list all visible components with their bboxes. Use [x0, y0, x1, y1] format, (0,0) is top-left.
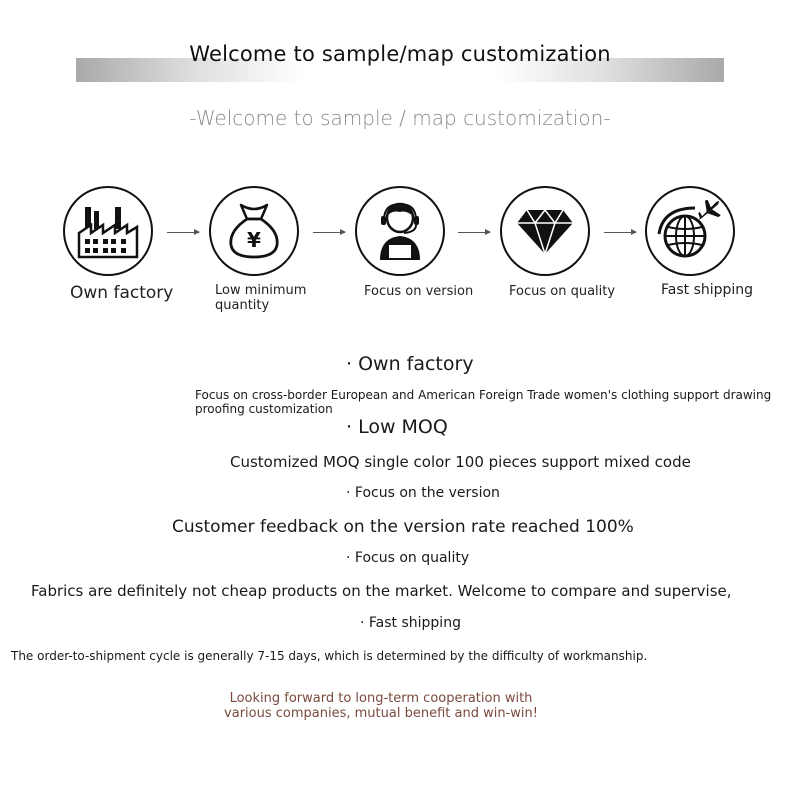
- text-own-factory: Focus on cross-border European and American Foreign Trade women's clothing support drawing proofing customization: [195, 388, 772, 416]
- heading-own-factory: · Own factory: [346, 353, 474, 375]
- arrow-1: [167, 232, 199, 233]
- text-focus-quality: Fabrics are definitely not cheap products on the market. Welcome to compare and supervise,: [31, 582, 732, 600]
- globe-plane-icon: [655, 200, 725, 262]
- step-label-focus-quality: Focus on quality: [509, 284, 616, 299]
- step-focus-quality: [500, 186, 590, 276]
- step-own-factory: [63, 186, 153, 276]
- heading-fast-shipping: · Fast shipping: [360, 615, 461, 631]
- step-label-fast-shipping: Fast shipping: [661, 282, 754, 298]
- step-fast-shipping: [645, 186, 735, 276]
- step-focus-version: [355, 186, 445, 276]
- diamond-icon: [515, 206, 575, 256]
- step-low-minimum: [209, 186, 299, 276]
- svg-text:¥: ¥: [247, 228, 261, 252]
- heading-low-moq: · Low MOQ: [346, 416, 448, 438]
- arrow-4: [604, 232, 636, 233]
- customer-service-icon: [372, 200, 428, 262]
- arrow-3: [458, 232, 490, 233]
- text-fast-shipping: The order-to-shipment cycle is generally 7-15 days, which is determined by the difficulty of workmanship.: [11, 649, 648, 663]
- step-label-focus-version: Focus on version: [364, 284, 474, 299]
- arrow-2: [313, 232, 345, 233]
- page-title: Welcome to sample/map customization: [189, 42, 611, 66]
- text-focus-version: Customer feedback on the version rate reached 100%: [172, 517, 634, 537]
- heading-focus-quality: · Focus on quality: [346, 550, 470, 566]
- page-subtitle: -Welcome to sample / map customization-: [189, 106, 611, 130]
- heading-focus-version: · Focus on the version: [346, 485, 500, 501]
- closing-message: Looking forward to long-term cooperation with various companies, mutual benefit and win-win!: [224, 691, 538, 721]
- step-label-low-minimum: Low minimum quantity: [215, 283, 307, 313]
- step-label-own-factory: Own factory: [70, 283, 174, 303]
- text-low-moq: Customized MOQ single color 100 pieces support mixed code: [230, 453, 691, 471]
- factory-icon: [77, 203, 139, 259]
- money-bag-icon: [227, 201, 281, 261]
